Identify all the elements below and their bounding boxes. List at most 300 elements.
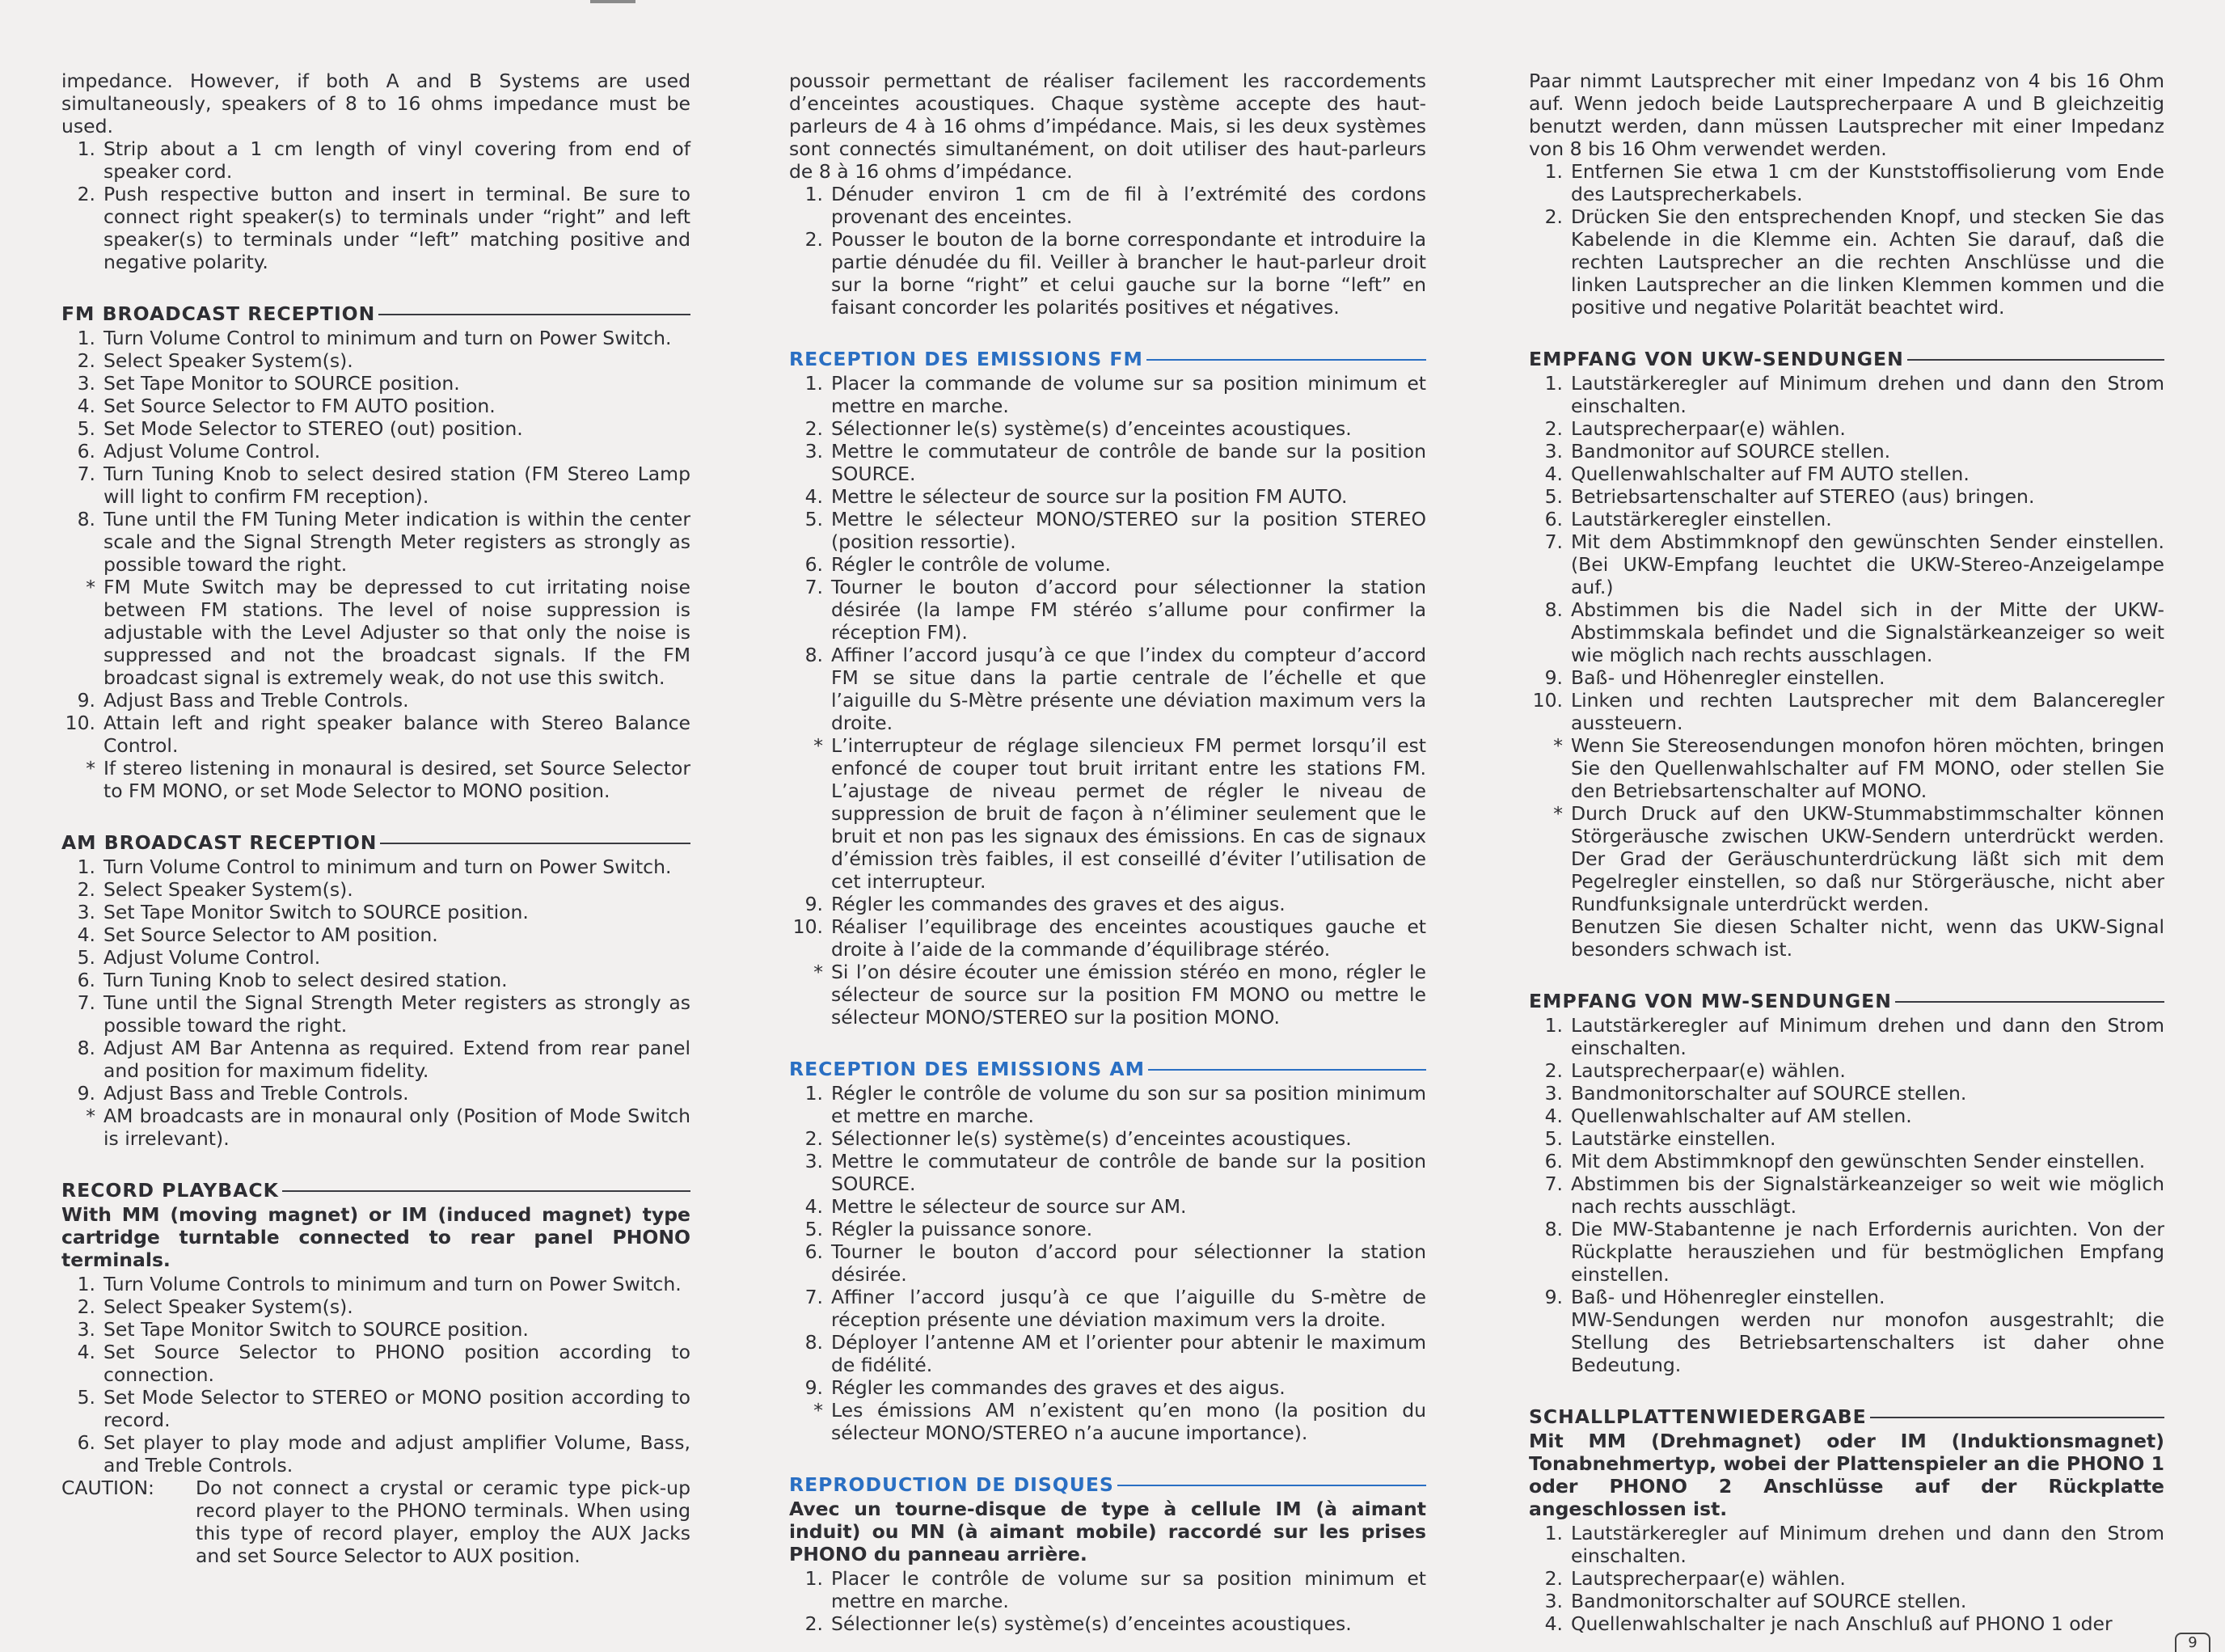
item-text: Tune until the Signal Strength Meter registers as strongly as possible toward the right. xyxy=(103,991,690,1037)
item-text: Régler le contrôle de volume. xyxy=(831,553,1111,576)
item-number: 3. xyxy=(1544,1590,1563,1612)
list-item xyxy=(61,1105,690,1150)
item-text: Mettre le sélecteur de source sur la position FM AUTO. xyxy=(831,485,1348,508)
item-number: 2. xyxy=(77,1295,95,1318)
list-item xyxy=(61,689,690,712)
item-text: Dénuder environ 1 cm de fil à l’extrémité des cordons provenant des enceintes. xyxy=(831,183,1426,228)
section-heading xyxy=(61,302,690,325)
section-heading-text: REPRODUCTION DE DISQUES xyxy=(789,1473,1114,1496)
list-item xyxy=(789,1331,1426,1376)
item-text: Bandmonitor auf SOURCE stellen. xyxy=(1571,440,1891,463)
item-text: Set Source Selector to FM AUTO position. xyxy=(103,395,496,417)
item-number xyxy=(1529,915,1571,961)
item-number: 3. xyxy=(1544,440,1563,463)
item-text: Lautsprecherpaar(e) wählen. xyxy=(1571,1567,1846,1590)
list-item xyxy=(1529,1059,2164,1082)
item-number: 7. xyxy=(1544,1172,1563,1195)
item-text: Durch Druck auf den UKW-Stummabstimmschalter können Störgeräusche zwischen UKW-Sendern unterdrückt werden. Der Grad der Geräuschunterdrückung läßt sich mit dem Pegelregler einstellen, so daß nur Störgeräusche, nicht aber Rundfunksignale unterdrückt werden. xyxy=(1571,802,2164,915)
item-text: Si l’on désire écouter une émission stéréo en mono, régler le sélecteur de source sur la position FM MONO ou mettre le sélecteur MONO/STEREO sur la position MONO. xyxy=(831,961,1426,1029)
section-heading xyxy=(789,1473,1426,1496)
item-number: * xyxy=(813,734,823,757)
item-text: Select Speaker System(s). xyxy=(103,1295,353,1318)
item-text: Turn Tuning Knob to select desired station (FM Stereo Lamp will light to confirm FM reception). xyxy=(103,463,690,508)
item-number: * xyxy=(1553,734,1563,757)
item-text: Tourner le bouton d’accord pour sélectionner la station désirée (la lampe FM stéréo s’allume pour confirmer la réception FM). xyxy=(831,576,1426,644)
item-number: 4. xyxy=(1544,1612,1563,1635)
item-text: Baß- und Höhenregler einstellen. xyxy=(1571,1286,1885,1308)
item-number: 2. xyxy=(1544,1059,1563,1082)
list-item xyxy=(1529,1308,2164,1376)
item-text: Mit dem Abstimmknopf den gewünschten Sender einstellen. xyxy=(1571,1150,2146,1172)
item-text: Affiner l’accord jusqu’à ce que l’index du compteur d’accord FM se situe dans la partie centrale de l’échelle et que l’aiguille du S-Mètre présente une déviation maximum vers la droite. xyxy=(831,644,1426,734)
list-item xyxy=(61,137,690,183)
list-item xyxy=(1529,372,2164,417)
item-number: 7. xyxy=(804,1286,823,1308)
item-number: 1. xyxy=(1544,1014,1563,1037)
item-number: 2. xyxy=(77,183,95,205)
item-text: Attain left and right speaker balance with Stereo Balance Control. xyxy=(103,712,690,757)
list-item xyxy=(1529,508,2164,530)
item-number: 1. xyxy=(1544,160,1563,183)
item-number: 10. xyxy=(65,712,95,734)
item-number: 10. xyxy=(1532,689,1563,712)
item-text: Set Mode Selector to STEREO or MONO position according to record. xyxy=(103,1386,690,1431)
item-number: 2. xyxy=(77,878,95,901)
item-text: Quellenwahlschalter auf FM AUTO stellen. xyxy=(1571,463,1970,485)
item-number: * xyxy=(86,576,95,598)
item-number: 3. xyxy=(804,440,823,463)
list-item xyxy=(789,372,1426,417)
item-text: Quellenwahlschalter auf AM stellen. xyxy=(1571,1105,1912,1127)
item-number: 5. xyxy=(77,1386,95,1409)
section xyxy=(1529,348,2164,961)
item-text: Régler les commandes des graves et des aigus. xyxy=(831,893,1286,915)
list-item xyxy=(789,1286,1426,1331)
item-text: Mettre le commutateur de contrôle de bande sur la position SOURCE. xyxy=(831,1150,1426,1195)
item-number: 3. xyxy=(77,372,95,395)
list-item xyxy=(61,969,690,991)
item-text: Pousser le bouton de la borne correspondante et introduire la partie dénudée du fil. Veiller à brancher le haut-parleur droit sur la borne “right” et celui gauche sur la borne “left” en faisant concorder les polarités positives et négatives. xyxy=(831,228,1426,319)
item-text: If stereo listening in monaural is desired, set Source Selector to FM MONO, or set Mode Selector to MONO position. xyxy=(103,757,690,802)
item-number: 8. xyxy=(77,508,95,530)
item-text: AM broadcasts are in monaural only (Position of Mode Switch is irrelevant). xyxy=(103,1105,690,1150)
section-heading-text: SCHALLPLATTENWIEDERGABE xyxy=(1529,1405,1867,1428)
item-text: Linken und rechten Lautsprecher mit dem Balanceregler aussteuern. xyxy=(1571,689,2164,734)
list-item xyxy=(1529,734,2164,802)
list-item xyxy=(1529,598,2164,666)
caution-note xyxy=(61,1477,690,1567)
item-text: Lautstärkeregler auf Minimum drehen und dann den Strom einschalten. xyxy=(1571,1522,2164,1567)
list-item xyxy=(1529,1082,2164,1105)
list-item xyxy=(789,1567,1426,1612)
item-number: 4. xyxy=(77,395,95,417)
item-text: Tourner le bouton d’accord pour sélectionner la station désirée. xyxy=(831,1240,1426,1286)
list-item xyxy=(1529,1172,2164,1218)
item-number: 2. xyxy=(804,228,823,251)
list-item xyxy=(1529,417,2164,440)
item-number: 2. xyxy=(804,1127,823,1150)
heading-rule xyxy=(380,843,690,844)
item-text: Entfernen Sie etwa 1 cm der Kunststoffisolierung vom Ende des Lautsprecherkabels. xyxy=(1571,160,2164,205)
list-item xyxy=(789,1150,1426,1195)
instruction-list xyxy=(61,327,690,802)
item-text: Mettre le commutateur de contrôle de bande sur la position SOURCE. xyxy=(831,440,1426,485)
item-number: 7. xyxy=(1544,530,1563,553)
item-number: 8. xyxy=(1544,1218,1563,1240)
item-number: 1. xyxy=(804,1567,823,1590)
heading-rule xyxy=(1907,359,2164,361)
item-text: Adjust Volume Control. xyxy=(103,946,321,969)
item-text: Placer la commande de volume sur sa position minimum et mettre en marche. xyxy=(831,372,1426,417)
list-item xyxy=(61,508,690,576)
list-item xyxy=(61,856,690,878)
heading-rule xyxy=(1895,1001,2164,1003)
caution-label: CAUTION: xyxy=(61,1477,154,1499)
list-item xyxy=(789,228,1426,319)
item-number: 1. xyxy=(77,137,95,160)
section-heading xyxy=(1529,1405,2164,1428)
list-item xyxy=(61,1082,690,1105)
item-number: 5. xyxy=(77,417,95,440)
caution-text: Do not connect a crystal or ceramic type pick-up record player to the PHONO terminals. When using this type of record player, employ the AUX Jacks and set Source Selector to AUX position. xyxy=(196,1477,690,1567)
list-item xyxy=(789,734,1426,893)
item-text: L’interrupteur de réglage silencieux FM permet lorsqu’il est enfoncé de couper tout bruit irritant entre les stations FM. L’ajustage de niveau permet de régler le niveau de suppression de bruit de façon à n’éliminer seulement que le bruit et non pas les signaux des émissions. En cas de signaux d’émission très faibles, il est conseillé d’éviter l’utilisation de cet interrupteur. xyxy=(831,734,1426,893)
item-text: MW-Sendungen werden nur monofon ausgestrahlt; die Stellung des Betriebsartenschalters ist daher ohne Bedeutung. xyxy=(1571,1308,2164,1376)
item-number: 6. xyxy=(1544,508,1563,530)
item-number: 3. xyxy=(1544,1082,1563,1105)
item-number: 8. xyxy=(77,1037,95,1059)
item-number: 9. xyxy=(1544,666,1563,689)
section-heading-text: RECEPTION DES EMISSIONS FM xyxy=(789,348,1143,370)
list-item xyxy=(61,395,690,417)
section xyxy=(61,302,690,802)
list-item xyxy=(1529,1105,2164,1127)
item-text: Set Tape Monitor to SOURCE position. xyxy=(103,372,460,395)
item-number: 7. xyxy=(77,463,95,485)
item-number: 1. xyxy=(804,183,823,205)
item-number: 9. xyxy=(804,893,823,915)
heading-rule xyxy=(1146,359,1426,361)
item-text: Set Source Selector to AM position. xyxy=(103,923,438,946)
item-number: 2. xyxy=(1544,1567,1563,1590)
instruction-list xyxy=(1529,160,2164,319)
item-number: 9. xyxy=(804,1376,823,1399)
list-item xyxy=(789,440,1426,485)
item-number: 2. xyxy=(77,349,95,372)
section xyxy=(61,70,690,273)
item-number: 3. xyxy=(77,901,95,923)
list-item xyxy=(1529,485,2164,508)
heading-rule xyxy=(378,314,690,315)
section-intro: Paar nimmt Lautsprecher mit einer Impedanz von 4 bis 16 Ohm auf. Wenn jedoch beide Lautsprecherpaare A und B gleichzeitig benutzt werden, dann müssen Lautsprecher mit einer Impedanz von 8 bis 16 Ohm verwendet werden. xyxy=(1529,70,2164,160)
item-number: 2. xyxy=(804,1612,823,1635)
list-item xyxy=(789,183,1426,228)
list-item xyxy=(61,1037,690,1082)
item-number: * xyxy=(813,1399,823,1422)
item-number: 5. xyxy=(804,508,823,530)
item-number: 1. xyxy=(804,1082,823,1105)
item-text: Push respective button and insert in terminal. Be sure to connect right speaker(s) to terminals under “right” and left speaker(s) to terminals under “left” matching positive and negative polarity. xyxy=(103,183,690,273)
item-text: FM Mute Switch may be depressed to cut irritating noise between FM stations. The level of noise suppression is adjustable with the Level Adjuster so that only the noise is suppressed and not the broadcast signals. If the FM broadcast signal is extremely weak, do not use this switch. xyxy=(103,576,690,689)
list-item xyxy=(789,644,1426,734)
section-heading xyxy=(61,831,690,854)
item-number: 4. xyxy=(77,923,95,946)
item-text: Betriebsartenschalter auf STEREO (aus) bringen. xyxy=(1571,485,2035,508)
list-item xyxy=(1529,666,2164,689)
list-item xyxy=(61,1341,690,1386)
section-lead: Mit MM (Drehmagnet) oder IM (Induktionsmagnet) Tonabnehmertyp, wobei der Plattenspieler an die PHONO 1 oder PHONO 2 Anschlüsse auf der Rückplatte angeschlossen ist. xyxy=(1529,1430,2164,1520)
list-item xyxy=(789,485,1426,508)
item-text: Sélectionner le(s) système(s) d’enceintes acoustiques. xyxy=(831,1127,1352,1150)
item-text: Turn Tuning Knob to select desired station. xyxy=(103,969,508,991)
item-text: Set Tape Monitor Switch to SOURCE position. xyxy=(103,901,529,923)
section-intro: poussoir permettant de réaliser facilement les raccordements d’enceintes acoustiques. Chaque système accepte des haut-parleurs de 4 à 16 ohms d’impédance. Mais, si les deux systèmes sont connectés simultanément, on doit utiliser des haut-parleurs de 8 à 16 ohms d’impédance. xyxy=(789,70,1426,183)
list-item xyxy=(789,1195,1426,1218)
item-number xyxy=(1529,1308,1571,1376)
instruction-list xyxy=(789,183,1426,319)
item-text: Adjust Volume Control. xyxy=(103,440,321,463)
list-item xyxy=(61,183,690,273)
item-text: Lautstärkeregler einstellen. xyxy=(1571,508,1832,530)
section-heading xyxy=(789,1058,1426,1080)
list-item xyxy=(61,991,690,1037)
instruction-list xyxy=(1529,1014,2164,1376)
item-text: Lautstärkeregler auf Minimum drehen und dann den Strom einschalten. xyxy=(1571,1014,2164,1059)
page-number: 9 xyxy=(2175,1633,2210,1652)
section xyxy=(789,70,1426,319)
item-text: Tune until the FM Tuning Meter indication is within the center scale and the Signal Strength Meter registers as strongly as possible toward the right. xyxy=(103,508,690,576)
list-item xyxy=(789,1240,1426,1286)
item-number: 1. xyxy=(1544,372,1563,395)
list-item xyxy=(61,757,690,802)
item-number: 9. xyxy=(77,689,95,712)
item-text: Mettre le sélecteur de source sur AM. xyxy=(831,1195,1187,1218)
item-number: 1. xyxy=(804,372,823,395)
section-intro: impedance. However, if both A and B Systems are used simultaneously, speakers of 8 to 16 ohms impedance must be used. xyxy=(61,70,690,137)
item-text: Abstimmen bis der Signalstärkeanzeiger so weit wie möglich nach rechts ausschlägt. xyxy=(1571,1172,2164,1218)
list-item xyxy=(1529,1218,2164,1286)
list-item xyxy=(61,349,690,372)
instruction-list xyxy=(1529,372,2164,961)
list-item xyxy=(1529,1127,2164,1150)
list-item xyxy=(1529,689,2164,734)
item-number: 4. xyxy=(1544,1105,1563,1127)
list-item xyxy=(789,893,1426,915)
section-heading xyxy=(1529,990,2164,1012)
item-number: 4. xyxy=(77,1341,95,1363)
item-number: 6. xyxy=(77,1431,95,1454)
item-number: * xyxy=(1553,802,1563,825)
item-text: Wenn Sie Stereosendungen monofon hören möchten, bringen Sie den Quellenwahlschalter auf FM MONO, oder stellen Sie den Betriebsartenschalter auf MONO. xyxy=(1571,734,2164,802)
item-text: Bandmonitorschalter auf SOURCE stellen. xyxy=(1571,1082,1967,1105)
item-number: 6. xyxy=(77,440,95,463)
item-text: Set Mode Selector to STEREO (out) position. xyxy=(103,417,523,440)
item-text: Turn Volume Controls to minimum and turn on Power Switch. xyxy=(103,1273,682,1295)
list-item xyxy=(1529,1567,2164,1590)
section-lead: Avec un tourne-disque de type à cellule IM (à aimant induit) ou MN (à aimant mobile) raccordé sur les prises PHONO du panneau arrière. xyxy=(789,1498,1426,1565)
item-number: 5. xyxy=(1544,485,1563,508)
item-text: Réaliser l’equilibrage des enceintes acoustiques gauche et droite à l’aide de la commande d’équilibrage stéréo. xyxy=(831,915,1426,961)
item-number: 1. xyxy=(77,1273,95,1295)
list-item xyxy=(1529,205,2164,319)
item-number: 2. xyxy=(804,417,823,440)
list-item xyxy=(789,1399,1426,1444)
item-number: 1. xyxy=(77,327,95,349)
list-item xyxy=(1529,160,2164,205)
item-number: 9. xyxy=(77,1082,95,1105)
item-number: * xyxy=(813,961,823,983)
section-heading xyxy=(1529,348,2164,370)
section-lead: With MM (moving magnet) or IM (induced magnet) type cartridge turntable connected to rear panel PHONO terminals. xyxy=(61,1203,690,1271)
list-item xyxy=(1529,1590,2164,1612)
item-text: Adjust AM Bar Antenna as required. Extend from rear panel and position for maximum fidelity. xyxy=(103,1037,690,1082)
item-text: Lautstärke einstellen. xyxy=(1571,1127,1776,1150)
section-heading-text: RECEPTION DES EMISSIONS AM xyxy=(789,1058,1145,1080)
instruction-list xyxy=(789,1082,1426,1444)
item-text: Benutzen Sie diesen Schalter nicht, wenn das UKW-Signal besonders schwach ist. xyxy=(1571,915,2164,961)
item-text: Quellenwahlschalter je nach Anschluß auf PHONO 1 oder xyxy=(1571,1612,2113,1635)
list-item xyxy=(61,901,690,923)
item-text: Set Source Selector to PHONO position according to connection. xyxy=(103,1341,690,1386)
item-text: Select Speaker System(s). xyxy=(103,878,353,901)
item-text: Select Speaker System(s). xyxy=(103,349,353,372)
item-number: 3. xyxy=(77,1318,95,1341)
section xyxy=(1529,990,2164,1376)
item-text: Set player to play mode and adjust amplifier Volume, Bass, and Treble Controls. xyxy=(103,1431,690,1477)
column-french xyxy=(789,70,1426,1635)
list-item xyxy=(61,712,690,757)
item-text: Drücken Sie den entsprechenden Knopf, und stecken Sie das Kabelende in die Klemme ein. Achten Sie darauf, daß die rechten Lautsprecher an die rechten Anschlüsse und die linken Lautsprecher an die linken Klemmen kommen und die positive und negative Polarität beachtet wird. xyxy=(1571,205,2164,319)
instruction-list xyxy=(61,856,690,1150)
section-heading xyxy=(789,348,1426,370)
item-number: 7. xyxy=(77,991,95,1014)
section xyxy=(789,1473,1426,1635)
section xyxy=(61,1179,690,1567)
list-item xyxy=(789,508,1426,553)
item-number: 8. xyxy=(804,1331,823,1354)
section xyxy=(789,348,1426,1029)
item-text: Turn Volume Control to minimum and turn on Power Switch. xyxy=(103,856,672,878)
item-text: Mettre le sélecteur MONO/STEREO sur la position STEREO (position ressortie). xyxy=(831,508,1426,553)
item-number: 2. xyxy=(1544,205,1563,228)
list-item xyxy=(61,372,690,395)
item-text: Adjust Bass and Treble Controls. xyxy=(103,1082,409,1105)
item-number: 4. xyxy=(804,485,823,508)
list-item xyxy=(61,1273,690,1295)
instruction-list xyxy=(789,372,1426,1029)
heading-rule xyxy=(282,1190,690,1192)
item-text: Set Tape Monitor Switch to SOURCE position. xyxy=(103,1318,529,1341)
list-item xyxy=(789,915,1426,961)
list-item xyxy=(1529,1150,2164,1172)
item-number: 7. xyxy=(804,576,823,598)
list-item xyxy=(61,923,690,946)
item-text: Les émissions AM n’existent qu’en mono (la position du sélecteur MONO/STEREO n’a aucune importance). xyxy=(831,1399,1426,1444)
list-item xyxy=(789,1127,1426,1150)
item-number: 5. xyxy=(804,1218,823,1240)
list-item xyxy=(61,1386,690,1431)
item-text: Abstimmen bis die Nadel sich in der Mitte der UKW-Abstimmskala befindet und die Signalstärkeanzeiger so weit wie möglich nach rechts ausschlagen. xyxy=(1571,598,2164,666)
item-text: Déployer l’antenne AM et l’orienter pour abtenir le maximum de fidélité. xyxy=(831,1331,1426,1376)
section xyxy=(1529,70,2164,319)
item-text: Affiner l’accord jusqu’à ce que l’aiguille du S-mètre de réception présente une déviation maximum vers la droite. xyxy=(831,1286,1426,1331)
instruction-list xyxy=(61,1273,690,1477)
item-number: 1. xyxy=(77,856,95,878)
list-item xyxy=(1529,1014,2164,1059)
section-heading-text: EMPFANG VON UKW-SENDUNGEN xyxy=(1529,348,1904,370)
item-number: 8. xyxy=(1544,598,1563,621)
item-text: Die MW-Stabantenne je nach Erfordernis aurichten. Von der Rückplatte herausziehen und für bestmöglichen Empfang einstellen. xyxy=(1571,1218,2164,1286)
item-number: 5. xyxy=(1544,1127,1563,1150)
instruction-list xyxy=(789,1567,1426,1635)
list-item xyxy=(789,1612,1426,1635)
item-number: 6. xyxy=(804,1240,823,1263)
list-item xyxy=(61,440,690,463)
column-german xyxy=(1529,70,2164,1635)
heading-rule xyxy=(1117,1485,1426,1486)
list-item xyxy=(1529,1522,2164,1567)
list-item xyxy=(789,417,1426,440)
list-item xyxy=(61,417,690,440)
list-item xyxy=(61,1295,690,1318)
item-text: Turn Volume Control to minimum and turn on Power Switch. xyxy=(103,327,672,349)
item-text: Adjust Bass and Treble Controls. xyxy=(103,689,409,712)
item-number: 9. xyxy=(1544,1286,1563,1308)
item-text: Mit dem Abstimmknopf den gewünschten Sender einstellen. (Bei UKW-Empfang leuchtet die UKW-Stereo-Anzeigelampe auf.) xyxy=(1571,530,2164,598)
list-item xyxy=(61,1431,690,1477)
page-edge-mark xyxy=(590,0,635,3)
list-item xyxy=(1529,802,2164,915)
item-number: 4. xyxy=(1544,463,1563,485)
heading-rule xyxy=(1148,1069,1426,1071)
item-text: Baß- und Höhenregler einstellen. xyxy=(1571,666,1885,689)
section xyxy=(61,831,690,1150)
list-item xyxy=(61,878,690,901)
item-text: Strip about a 1 cm length of vinyl covering from end of speaker cord. xyxy=(103,137,690,183)
column-english xyxy=(61,70,690,1567)
item-number: 2. xyxy=(1544,417,1563,440)
item-text: Sélectionner le(s) système(s) d’enceintes acoustiques. xyxy=(831,1612,1352,1635)
item-number: 10. xyxy=(792,915,823,938)
item-number: 4. xyxy=(804,1195,823,1218)
list-item xyxy=(1529,530,2164,598)
list-item xyxy=(61,576,690,689)
list-item xyxy=(1529,1612,2164,1635)
section-heading xyxy=(61,1179,690,1202)
item-text: Régler la puissance sonore. xyxy=(831,1218,1093,1240)
item-number: 3. xyxy=(804,1150,823,1172)
item-text: Régler les commandes des graves et des aigus. xyxy=(831,1376,1286,1399)
heading-rule xyxy=(1870,1417,2164,1418)
instruction-list xyxy=(1529,1522,2164,1635)
list-item xyxy=(789,1082,1426,1127)
section-heading-text: AM BROADCAST RECEPTION xyxy=(61,831,378,854)
list-item xyxy=(1529,463,2164,485)
list-item xyxy=(1529,1286,2164,1308)
section-heading-text: RECORD PLAYBACK xyxy=(61,1179,279,1202)
item-text: Lautstärkeregler auf Minimum drehen und dann den Strom einschalten. xyxy=(1571,372,2164,417)
instruction-list xyxy=(61,137,690,273)
list-item xyxy=(61,1318,690,1341)
item-number: 6. xyxy=(804,553,823,576)
item-number: 5. xyxy=(77,946,95,969)
item-text: Régler le contrôle de volume du son sur sa position minimum et mettre en marche. xyxy=(831,1082,1426,1127)
item-text: Lautsprecherpaar(e) wählen. xyxy=(1571,1059,1846,1082)
item-number: * xyxy=(86,1105,95,1127)
list-item xyxy=(61,463,690,508)
list-item xyxy=(1529,915,2164,961)
list-item xyxy=(61,327,690,349)
